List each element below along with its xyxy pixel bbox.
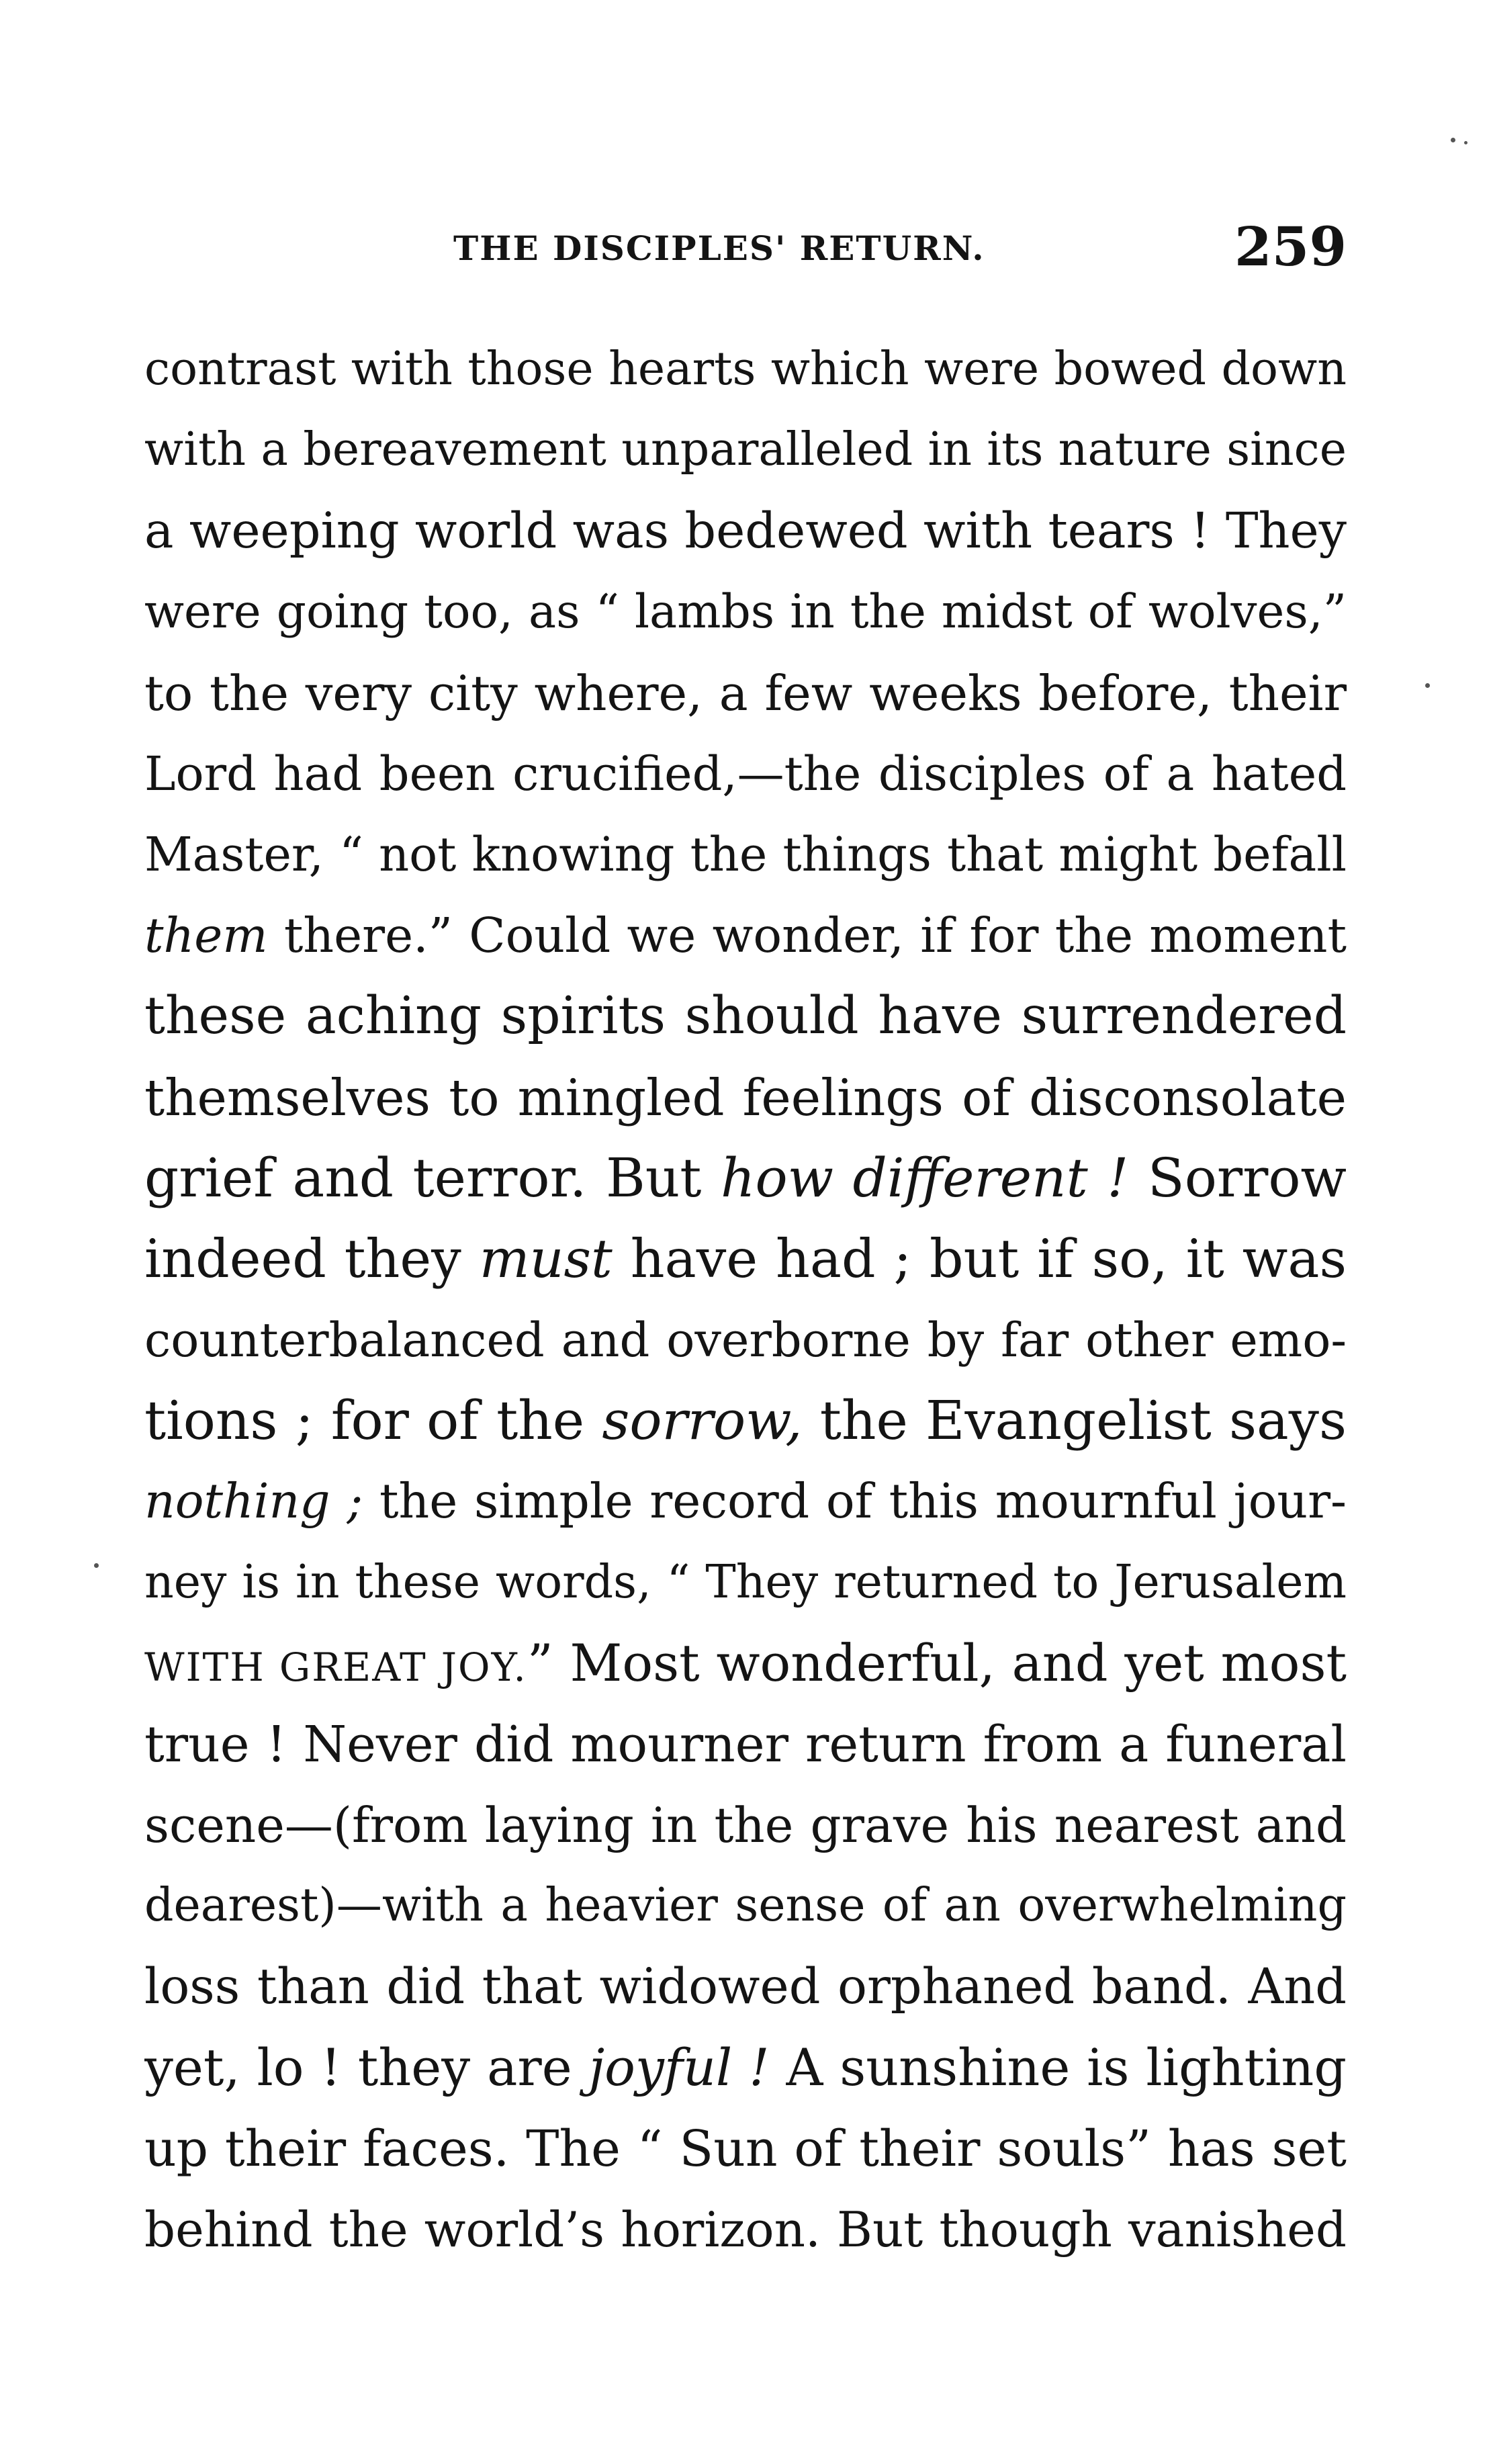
text-line — [144, 2027, 1347, 2108]
text-line — [144, 329, 1347, 410]
text-line — [144, 895, 1347, 976]
text-line — [144, 572, 1347, 652]
text-segment: loss than did that widowed orphaned band. And — [144, 1957, 1347, 2015]
text-line — [144, 1947, 1347, 2027]
text-segment: the simple record of this mournful jour- — [363, 1473, 1347, 1530]
text-segment: Lord had been crucified,—the disciples of a hated — [144, 746, 1347, 801]
text-segment: how different ! — [720, 1146, 1129, 1209]
text-segment: scene—(from laying in the grave his nearest and — [144, 1797, 1347, 1854]
text-segment: up their faces. The “ Sun of their souls” has set — [144, 2119, 1347, 2178]
text-line — [144, 410, 1347, 490]
text-segment: a weeping world was bedewed with tears ! They — [144, 502, 1347, 560]
text-segment: true ! Never did mourner return from a funeral — [144, 1715, 1347, 1773]
text-segment: A sunshine is lighting — [769, 2037, 1347, 2098]
text-segment: tions ; for of the — [144, 1389, 602, 1452]
text-line — [144, 653, 1347, 734]
text-line — [144, 1623, 1347, 1704]
text-line — [144, 1785, 1347, 1865]
text-segment: must — [479, 1228, 613, 1290]
margin-mark — [1464, 141, 1467, 144]
text-line — [144, 734, 1347, 814]
text-line — [144, 1138, 1347, 1219]
text-segment: grief and terror. But — [144, 1146, 721, 1209]
text-segment: ” Most wonderful, and yet most — [527, 1633, 1347, 1693]
text-segment: indeed they — [144, 1228, 480, 1290]
margin-mark — [94, 1563, 99, 1568]
text-segment: ney is in these words, “ They returned to Jerusalem — [144, 1555, 1347, 1609]
text-segment: there.” Could we wonder, if for the moment — [267, 907, 1347, 963]
text-segment: have had ; but if so, it was — [612, 1228, 1347, 1290]
text-line — [144, 1542, 1347, 1623]
text-segment: Master, “ not knowing the things that might befall — [144, 827, 1347, 883]
text-line — [144, 491, 1347, 572]
text-segment: were going too, as “ lambs in the midst of wolves,” — [144, 585, 1347, 640]
text-segment: sorrow, — [602, 1389, 803, 1452]
text-segment: counterbalanced and overborne by far other emo- — [144, 1312, 1347, 1368]
text-line — [144, 2109, 1347, 2189]
text-segment: with a bereavement unparalleled in its nature since — [144, 423, 1347, 477]
text-line — [144, 1057, 1347, 1138]
text-line — [144, 1865, 1347, 1946]
text-segment: yet, lo ! they are — [144, 2037, 589, 2098]
margin-mark — [1425, 683, 1430, 688]
text-line — [144, 1380, 1347, 1461]
margin-mark — [1451, 138, 1455, 142]
body-text — [144, 329, 1347, 2270]
text-segment: joyful ! — [588, 2037, 770, 2098]
text-segment: dearest)—with a heavier sense of an overwhelming — [144, 1879, 1347, 1933]
text-segment: themselves to mingled feelings of disconsolate — [144, 1067, 1347, 1127]
page-number: 259 — [1234, 215, 1347, 278]
text-segment: to the very city where, a few weeks before, their — [144, 664, 1347, 721]
text-segment: nothing ; — [144, 1473, 363, 1530]
text-segment: Sorrow — [1128, 1146, 1347, 1209]
running-head: THE DISCIPLES' RETURN. — [453, 228, 985, 268]
text-line — [144, 1219, 1347, 1299]
text-line — [144, 814, 1347, 895]
text-line — [144, 1704, 1347, 1785]
page-header — [144, 215, 1347, 282]
text-segment: them — [144, 907, 268, 963]
text-segment: WITH GREAT JOY. — [144, 1644, 527, 1691]
text-segment: these aching spirits should have surrendered — [144, 986, 1347, 1047]
text-segment: the Evangelist says — [802, 1389, 1347, 1452]
text-segment: behind the world’s horizon. But though vanished — [144, 2201, 1347, 2258]
text-line — [144, 1461, 1347, 1542]
text-segment: contrast with those hearts which were bowed down — [144, 343, 1347, 396]
text-line — [144, 976, 1347, 1057]
text-line — [144, 1300, 1347, 1380]
text-line — [144, 2189, 1347, 2270]
